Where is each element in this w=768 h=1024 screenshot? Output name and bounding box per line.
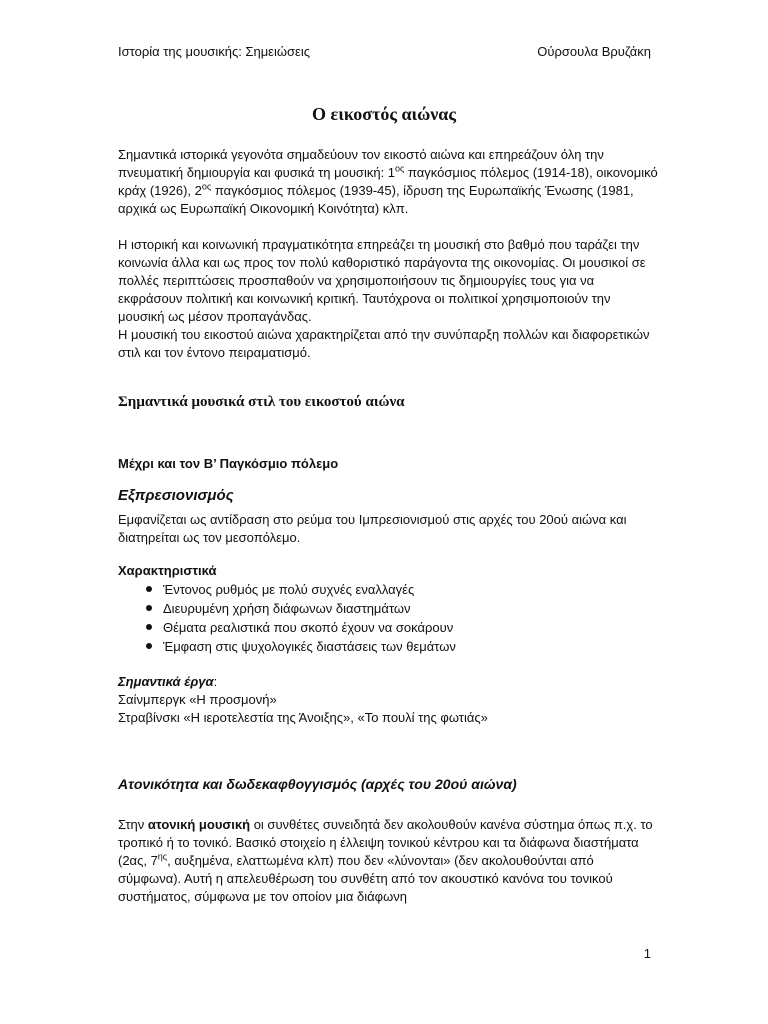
period-heading: Μέχρι και τον Β’ Παγκόσμιο πόλεμο <box>118 456 339 471</box>
expressionism-heading: Εξπρεσιονισμός <box>118 487 234 504</box>
list-item: Σαίνμπεργκ «Η προσμονή» <box>118 692 277 707</box>
header-left: Ιστορία της μουσικής: Σημειώσεις <box>118 44 310 59</box>
list-item: Διευρυμένη χρήση διάφωνων διαστημάτων <box>118 599 456 618</box>
section-heading: Σημαντικά μουσικά στιλ του εικοστού αιώνα <box>118 394 405 410</box>
list-item: Έμφαση στις ψυχολογικές διαστάσεις των θεμάτων <box>118 637 456 656</box>
list-item: Στραβίνσκι «Η ιεροτελεστία της Άνοιξης», «Το πουλί της φωτιάς» <box>118 710 488 725</box>
intro-paragraph-3: Η μουσική του εικοστού αιώνα χαρακτηρίζεται από την συνύπαρξη πολλών και διαφορετικών στιλ και τον έντονο πειραματισμό. <box>118 327 650 360</box>
works-heading: Σημαντικά έργα <box>118 674 214 689</box>
page-number: 1 <box>643 946 651 961</box>
header-right: Ούρσουλα Βρυζάκη <box>537 44 651 59</box>
page-title: Ο εικοστός αιώνας <box>312 104 456 124</box>
works-block: Σημαντικά έργα: Σαίνμπεργκ «Η προσμονή» Στραβίνσκι «Η ιεροτελεστία της Άνοιξης», «Το πουλί της φωτιάς» <box>118 673 658 727</box>
expressionism-text: Εμφανίζεται ως αντίδραση στο ρεύμα του Ιμπρεσιονισμού στις αρχές του 20ού αιώνα και διατηρείται ως τον μεσοπόλεμο. <box>118 512 627 545</box>
features-list <box>118 580 456 656</box>
list-item: Θέματα ρεαλιστικά που σκοπό έχουν να σοκάρουν <box>118 618 456 637</box>
atonality-text: Στην ατονική μουσική οι συνθέτες συνειδητά δεν ακολουθούν κανένα σύστημα όπως π.χ. το τροπικό ή το τονικό. Βασικό στοιχείο η έλλειψη τονικού κέντρου και τα διάφωνα διαστήματα (2ας, $7^{\eta\varsigma}$, αυξημένα, ελαττωμένα κλπ) που δεν «λύνονται» (δεν ακολουθούνται από σύμφωνα). Αυτή η απελευθέρωση του συνθέτη από τον ακουστικό κανόνα του τονικού συστήματος, σύμφωνα με τον οποίον μια διάφωνη <box>118 817 653 904</box>
features-heading: Χαρακτηριστικά <box>118 563 217 578</box>
intro-paragraph-2: Η ιστορική και κοινωνική πραγματικότητα επηρεάζει τη μουσική στο βαθμό που ταράζει την κοινωνία άλλα και ως προς τον πολύ καθοριστικό παράγοντα της οικονομίας. Οι μουσικοί σε πολλές περιπτώσεις προσπαθούν να χρησιμοποιήσουν τις δημιουργίες τους για να εκφράσουν πολιτική και κοινωνική κριτική. Ταυτόχρονα οι πολιτικοί χρησιμοποιούν την μουσική ως μέσον προπαγάνδας. Η μουσική του εικοστού αιώνα χαρακτηρίζεται από την συνύπαρξη πολλών και διαφορετικών στιλ και τον έντονο πειραματισμό. <box>118 236 658 362</box>
atonality-heading: Ατονικότητα και δωδεκαφθογγισμός (αρχές του 20ού αιώνα) <box>118 776 517 792</box>
list-item: Έντονος ρυθμός με πολύ συχνές εναλλαγές <box>118 580 456 599</box>
intro-paragraph-1: Σημαντικά ιστορικά γεγονότα σημαδεύουν τον εικοστό αιώνα και επηρεάζουν όλη την πνευματική δημιουργία και φυσικά τη μουσική: $1^{o\varsigma}$ παγκόσμιος πόλεμος (1914-18), οικονομικό κράχ (1926), $2^{o\varsigma}$ παγκόσμιος πόλεμος (1939-45), ίδρυση της Ευρωπαϊκής Ένωσης (1981, αρχικά ως Ευρωπαϊκή Οικονομική Κοινότητα) κλπ. <box>118 147 658 216</box>
